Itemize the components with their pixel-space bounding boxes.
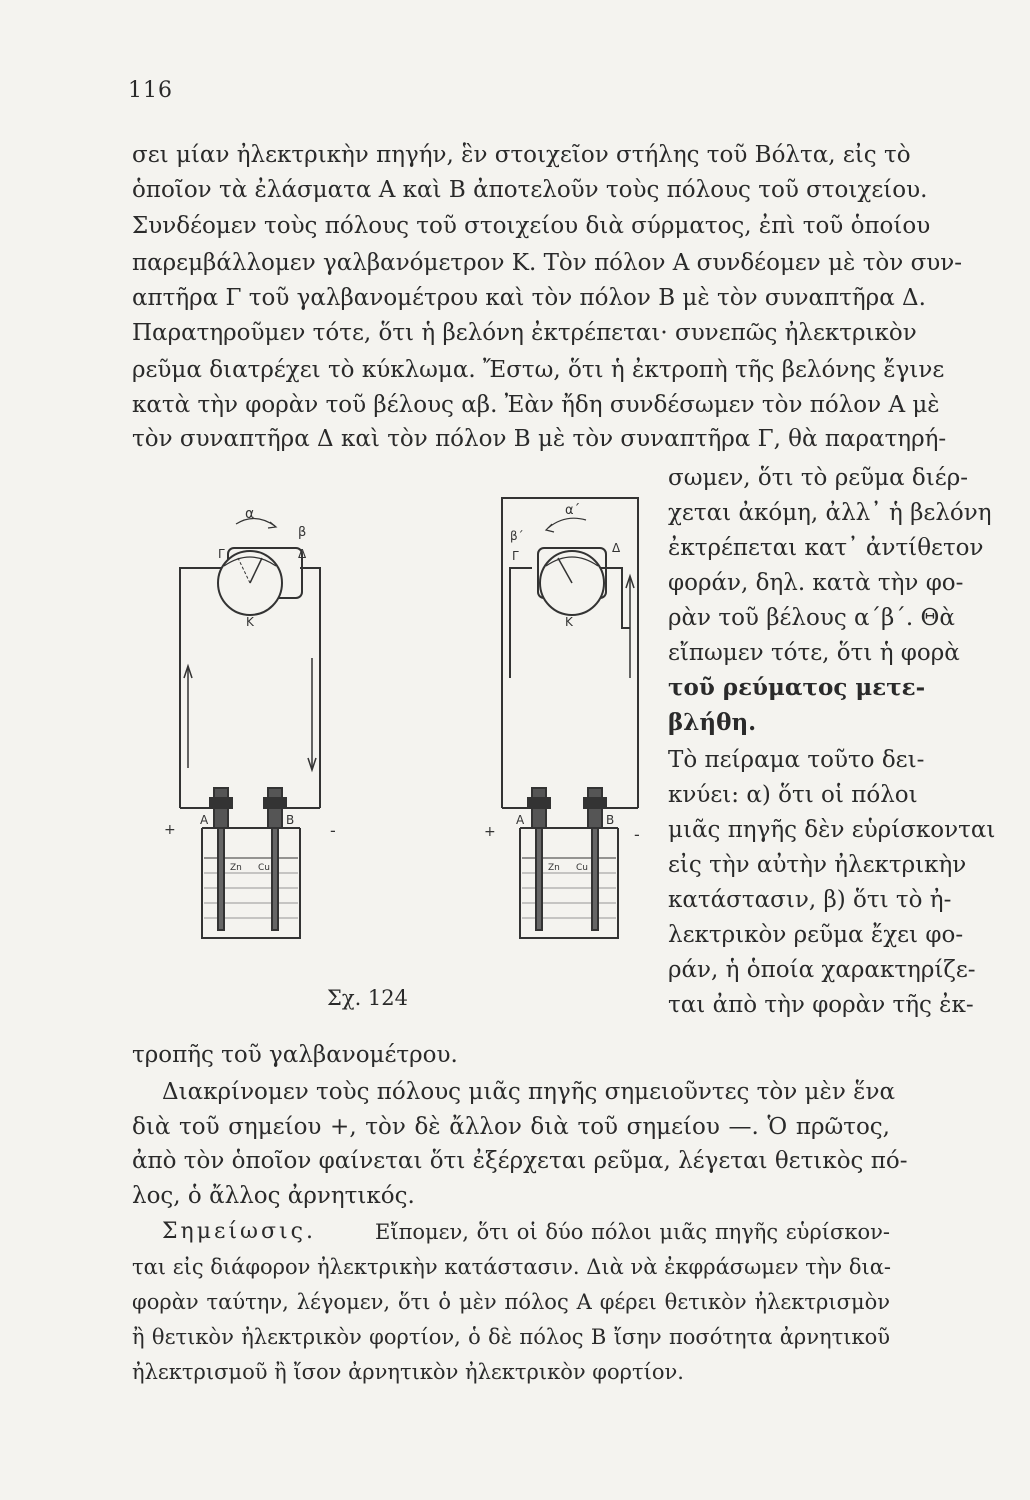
- label-alpha-prime: α΄: [565, 503, 581, 518]
- text-line-bold: τοῦ ρεύματος μετε-: [668, 674, 926, 701]
- text-line: χεται ἀκόμη, ἀλλ᾽ ἡ βελόνη: [668, 500, 992, 526]
- label-gamma: Γ: [218, 547, 225, 561]
- text-line: διὰ τοῦ σημείου +, τὸν δὲ ἄλλον διὰ τοῦ σημείου —. Ὁ πρῶτος,: [132, 1114, 890, 1140]
- page-number: 116: [128, 78, 173, 103]
- label-alpha: α: [245, 506, 255, 522]
- text-line: ἐκτρέπεται κατ᾽ ἀντίθετον: [668, 535, 984, 561]
- galvanometer-figure: [160, 478, 660, 958]
- text-line: ρεῦμα διατρέχει τὸ κύκλωμα. Ἔστω, ὅτι ἡ ἐκτροπὴ τῆς βελόνης ἔγινε: [132, 357, 945, 383]
- label-cu: Cu: [258, 863, 270, 873]
- text-line: φορὰν ταύτην, λέγομεν, ὅτι ὁ μὲν πόλος Α φέρει θετικὸν ἠλεκτρισμὸν: [132, 1290, 890, 1314]
- label-kappa: Κ: [246, 615, 254, 629]
- text-line: Συνδέομεν τοὺς πόλους τοῦ στοιχείου διὰ σύρματος, ἐπὶ τοῦ ὁποίου: [132, 213, 931, 239]
- text-line: κατὰ τὴν φορὰν τοῦ βέλους αβ. Ἐὰν ἤδη συνδέσωμεν τὸν πόλον Α μὲ: [132, 392, 940, 418]
- text-line: σει μίαν ἠλεκτρικὴν πηγήν, ἓν στοιχεῖον στήλης τοῦ Βόλτα, εἰς τὸ: [132, 142, 911, 168]
- label-delta-2: Δ: [612, 541, 621, 555]
- text-line: εἴπωμεν τότε, ὅτι ἡ φορὰ: [668, 640, 960, 666]
- text-line: φοράν, δηλ. κατὰ τὴν φο-: [668, 570, 964, 596]
- label-pole-b-2: Β: [606, 813, 615, 827]
- text-line: μιᾶς πηγῆς δὲν εὑρίσκονται: [668, 817, 996, 843]
- text-line: ται εἰς διάφορον ἠλεκτρικὴν κατάστασιν. Διὰ νὰ ἐκφράσωμεν τὴν δια-: [132, 1255, 891, 1279]
- text-line: σωμεν, ὅτι τὸ ρεῦμα διέρ-: [668, 465, 968, 491]
- label-beta-prime: β΄: [510, 529, 524, 543]
- text-line: ἀπὸ τὸν ὁποῖον φαίνεται ὅτι ἐξέρχεται ρεῦμα, λέγεται θετικὸς πό-: [132, 1148, 908, 1174]
- label-plus: +: [164, 822, 176, 838]
- text-line: τροπῆς τοῦ γαλβανομέτρου.: [132, 1042, 458, 1068]
- label-minus: -: [330, 821, 336, 840]
- text-line: λος, ὁ ἄλλος ἀρνητικός.: [132, 1183, 415, 1209]
- text-line: απτῆρα Γ τοῦ γαλβανομέτρου καὶ τὸν πόλον Β μὲ τὸν συναπτῆρα Δ.: [132, 285, 926, 311]
- text-line: παρεμβάλλομεν γαλβανόμετρον Κ. Τὸν πόλον Α συνδέομεν μὲ τὸν συν-: [132, 250, 962, 276]
- text-line: Εἴπομεν, ὅτι οἱ δύο πόλοι μιᾶς πηγῆς εὑρίσκον-: [375, 1220, 890, 1244]
- text-line-bold: βλήθη.: [668, 709, 757, 736]
- text-line: κατάστασιν, β) ὅτι τὸ ἠ-: [668, 887, 952, 913]
- text-line: ἢ θετικὸν ἠλεκτρικὸν φορτίον, ὁ δὲ πόλος Β ἴσην ποσότητα ἀρνητικοῦ: [132, 1325, 890, 1349]
- text-line: ἠλεκτρισμοῦ ἢ ἴσον ἀρνητικὸν ἠλεκτρικὸν φορτίον.: [132, 1360, 684, 1384]
- text-line: εἰς τὴν αὐτὴν ἠλεκτρικὴν: [668, 852, 967, 878]
- text-line: ὁποῖον τὰ ἐλάσματα Α καὶ Β ἀποτελοῦν τοὺς πόλους τοῦ στοιχείου.: [132, 177, 928, 203]
- label-pole-a-2: Α: [516, 813, 525, 827]
- left-circuit: [180, 518, 320, 938]
- figure-caption: Σχ. 124: [327, 986, 409, 1010]
- label-beta: β: [298, 525, 307, 540]
- text-line: ται ἀπὸ τὴν φορὰν τῆς ἐκ-: [668, 992, 974, 1018]
- label-minus-2: -: [634, 825, 640, 844]
- text-line: τὸν συναπτῆρα Δ καὶ τὸν πόλον Β μὲ τὸν συναπτῆρα Γ, θὰ παρατηρή-: [132, 426, 947, 452]
- note-heading: Σημείωσις.: [162, 1219, 316, 1244]
- label-cu-2: Cu: [576, 863, 588, 873]
- label-pole-a: Α: [200, 813, 209, 827]
- text-line: ρὰν τοῦ βέλους α΄β΄. Θὰ: [668, 605, 955, 631]
- label-pole-b: Β: [286, 813, 295, 827]
- text-line: κνύει: α) ὅτι οἱ πόλοι: [668, 782, 918, 808]
- text-line: λεκτρικὸν ρεῦμα ἔχει φο-: [668, 922, 964, 948]
- text-line: Διακρίνομεν τοὺς πόλους μιᾶς πηγῆς σημειοῦντες τὸν μὲν ἕνα: [162, 1079, 895, 1105]
- label-zn: Zn: [230, 863, 242, 873]
- label-kappa-2: Κ: [565, 615, 573, 629]
- text-line: ράν, ἡ ὁποία χαρακτηρίζε-: [668, 957, 976, 983]
- text-line: Παρατηροῦμεν τότε, ὅτι ἡ βελόνη ἐκτρέπεται· συνεπῶς ἠλεκτρικὸν: [132, 320, 917, 346]
- label-gamma-2: Γ: [512, 549, 519, 563]
- label-zn-2: Zn: [548, 863, 560, 873]
- label-plus-2: +: [484, 824, 496, 840]
- label-delta: Δ: [298, 547, 307, 561]
- text-line: Τὸ πείραμα τοῦτο δει-: [668, 747, 925, 773]
- right-circuit: [502, 498, 638, 938]
